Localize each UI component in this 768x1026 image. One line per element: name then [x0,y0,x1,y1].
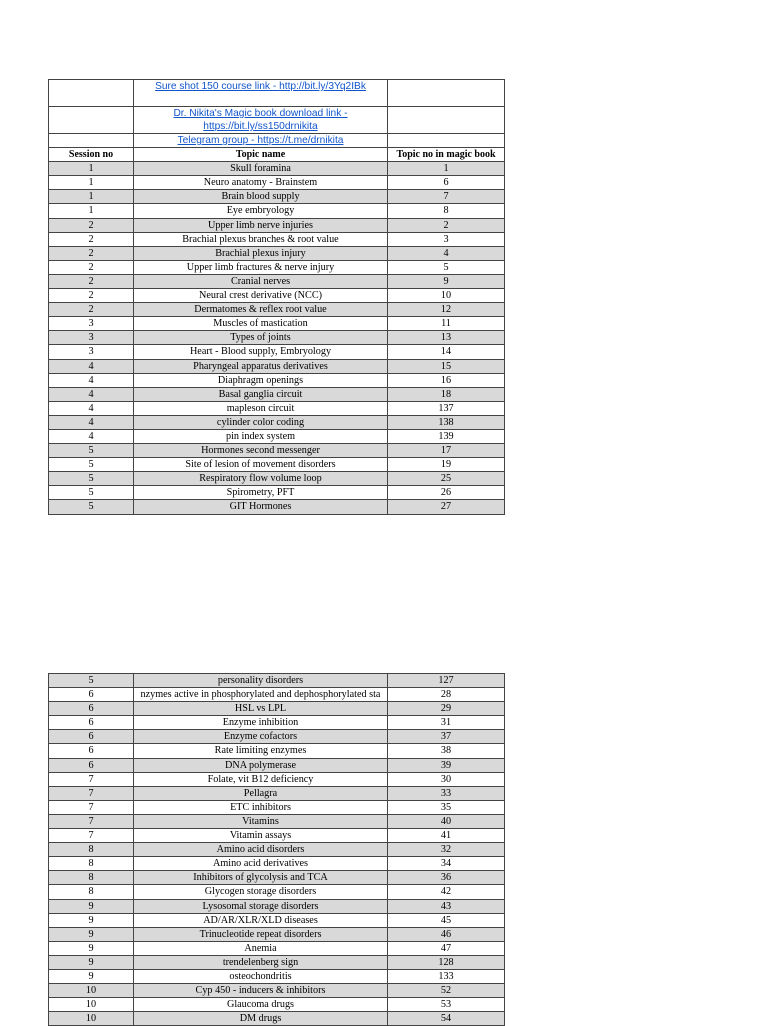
session-cell: 5 [49,674,134,688]
topic-cell: Trinucleotide repeat disorders [134,927,388,941]
topic-cell: Neuro anatomy - Brainstem [134,176,388,190]
topic-cell: Rate limiting enzymes [134,744,388,758]
topics-table-top [48,79,505,515]
table-row [49,218,505,232]
table-row [49,317,505,331]
topic-cell: Spirometry, PFT [134,486,388,500]
session-cell: 2 [49,246,134,260]
topic-no-cell: 8 [388,204,505,218]
empty-cell [49,107,134,134]
topic-cell: Glaucoma drugs [134,998,388,1012]
table-row [49,758,505,772]
table-row [49,345,505,359]
session-cell: 4 [49,401,134,415]
topic-cell: Respiratory flow volume loop [134,472,388,486]
table-row [49,373,505,387]
session-cell: 7 [49,814,134,828]
table-row [49,829,505,843]
table-row [49,500,505,514]
topic-no-cell: 9 [388,274,505,288]
topic-cell: Pellagra [134,786,388,800]
empty-cell [388,107,505,134]
session-cell: 8 [49,871,134,885]
session-cell: 9 [49,899,134,913]
table-row [49,232,505,246]
session-cell: 3 [49,345,134,359]
magic-book-link[interactable]: Dr. Nikita's Magic book download link - https://bit.ly/ss150drnikita [134,107,388,134]
topic-cell: ETC inhibitors [134,800,388,814]
topic-no-cell: 11 [388,317,505,331]
topic-cell: mapleson circuit [134,401,388,415]
table-row [49,885,505,899]
empty-cell [388,80,505,107]
table-row [49,415,505,429]
topic-no-cell: 29 [388,702,505,716]
table-row [49,772,505,786]
topic-cell: Brachial plexus injury [134,246,388,260]
table-row [49,331,505,345]
topic-cell: Anemia [134,941,388,955]
session-cell: 5 [49,472,134,486]
table-row [49,716,505,730]
topic-cell: personality disorders [134,674,388,688]
table-row [49,401,505,415]
topic-no-cell: 35 [388,800,505,814]
topic-cell: GIT Hormones [134,500,388,514]
topic-no-cell: 30 [388,772,505,786]
topic-cell: Folate, vit B12 deficiency [134,772,388,786]
topic-cell: HSL vs LPL [134,702,388,716]
header-topic: Topic name [134,148,388,162]
table-row [49,246,505,260]
topic-no-cell: 39 [388,758,505,772]
topic-no-cell: 7 [388,190,505,204]
table-row [49,274,505,288]
topic-no-cell: 138 [388,415,505,429]
table-row [49,800,505,814]
topic-cell: Amino acid disorders [134,843,388,857]
session-cell: 4 [49,359,134,373]
session-cell: 10 [49,984,134,998]
table-row [49,786,505,800]
empty-cell [49,134,134,148]
table-row [49,472,505,486]
topic-cell: Amino acid derivatives [134,857,388,871]
table-row [49,899,505,913]
topic-no-cell: 25 [388,472,505,486]
table-row [49,289,505,303]
topic-no-cell: 10 [388,289,505,303]
topic-no-cell: 53 [388,998,505,1012]
topic-no-cell: 42 [388,885,505,899]
topic-cell: Hormones second messenger [134,444,388,458]
session-cell: 2 [49,218,134,232]
session-cell: 10 [49,1012,134,1026]
topics-table-bottom [48,673,505,1026]
session-cell: 9 [49,941,134,955]
table-row [49,955,505,969]
session-cell: 9 [49,955,134,969]
topic-no-cell: 128 [388,955,505,969]
topic-no-cell: 4 [388,246,505,260]
topic-cell: cylinder color coding [134,415,388,429]
table-row [49,162,505,176]
table-row [49,744,505,758]
topic-no-cell: 133 [388,969,505,983]
topic-cell: osteochondritis [134,969,388,983]
header-topic-no: Topic no in magic book [388,148,505,162]
topic-no-cell: 14 [388,345,505,359]
topic-cell: Heart - Blood supply, Embryology [134,345,388,359]
topic-cell: Types of joints [134,331,388,345]
session-cell: 6 [49,758,134,772]
table-row [49,190,505,204]
topic-no-cell: 46 [388,927,505,941]
topic-no-cell: 19 [388,458,505,472]
topic-no-cell: 26 [388,486,505,500]
topic-no-cell: 37 [388,730,505,744]
topic-cell: Cranial nerves [134,274,388,288]
topic-no-cell: 15 [388,359,505,373]
table-row [49,429,505,443]
topic-no-cell: 52 [388,984,505,998]
topic-cell: Basal ganglia circuit [134,387,388,401]
table-row [49,444,505,458]
table-header-row [49,148,505,162]
topic-cell: pin index system [134,429,388,443]
course-link[interactable]: Sure shot 150 course link - http://bit.ly/3Yq2IBk [134,80,388,107]
topic-cell: Enzyme inhibition [134,716,388,730]
table-row [49,359,505,373]
session-cell: 7 [49,800,134,814]
session-cell: 8 [49,857,134,871]
table-row [49,260,505,274]
topic-no-cell: 28 [388,688,505,702]
session-cell: 4 [49,415,134,429]
session-cell: 2 [49,260,134,274]
table-row [49,998,505,1012]
session-cell: 5 [49,486,134,500]
session-cell: 5 [49,458,134,472]
table-row [49,730,505,744]
topic-no-cell: 38 [388,744,505,758]
topic-no-cell: 16 [388,373,505,387]
session-cell: 7 [49,772,134,786]
topic-cell: Upper limb fractures & nerve injury [134,260,388,274]
telegram-link[interactable]: Telegram group - https://t.me/drnikita [134,134,388,148]
table-row [49,814,505,828]
topic-no-cell: 41 [388,829,505,843]
course-link-row [49,80,505,107]
table-row [49,913,505,927]
session-cell: 3 [49,317,134,331]
topic-cell: Neural crest derivative (NCC) [134,289,388,303]
topic-no-cell: 1 [388,162,505,176]
session-cell: 7 [49,786,134,800]
session-cell: 1 [49,204,134,218]
session-cell: 5 [49,444,134,458]
topic-no-cell: 40 [388,814,505,828]
topic-no-cell: 32 [388,843,505,857]
session-cell: 4 [49,387,134,401]
session-cell: 4 [49,373,134,387]
topic-cell: Site of lesion of movement disorders [134,458,388,472]
topic-cell: Lysosomal storage disorders [134,899,388,913]
topic-no-cell: 45 [388,913,505,927]
session-cell: 4 [49,429,134,443]
empty-cell [49,80,134,107]
session-cell: 1 [49,176,134,190]
session-cell: 9 [49,927,134,941]
topic-no-cell: 12 [388,303,505,317]
table-row [49,702,505,716]
topic-no-cell: 18 [388,387,505,401]
table-row [49,969,505,983]
topic-cell: DNA polymerase [134,758,388,772]
table-row [49,843,505,857]
table-row [49,871,505,885]
session-cell: 1 [49,190,134,204]
topic-no-cell: 31 [388,716,505,730]
topic-cell: Vitamins [134,814,388,828]
table-row [49,458,505,472]
topic-cell: Brachial plexus branches & root value [134,232,388,246]
topic-cell: Pharyngeal apparatus derivatives [134,359,388,373]
table-row [49,941,505,955]
table-row [49,674,505,688]
table-row [49,387,505,401]
session-cell: 6 [49,688,134,702]
magic-book-link-row [49,107,505,134]
topic-no-cell: 127 [388,674,505,688]
session-cell: 1 [49,162,134,176]
telegram-link-row [49,134,505,148]
topic-cell: Upper limb nerve injuries [134,218,388,232]
session-cell: 3 [49,331,134,345]
topic-cell: Cyp 450 - inducers & inhibitors [134,984,388,998]
topic-no-cell: 137 [388,401,505,415]
topic-no-cell: 43 [388,899,505,913]
topic-no-cell: 139 [388,429,505,443]
table-row [49,303,505,317]
table-row [49,857,505,871]
topic-cell: Skull foramina [134,162,388,176]
topic-no-cell: 47 [388,941,505,955]
topic-no-cell: 54 [388,1012,505,1026]
topic-cell: Dermatomes & reflex root value [134,303,388,317]
topic-cell: Enzyme cofactors [134,730,388,744]
session-cell: 2 [49,303,134,317]
topic-no-cell: 6 [388,176,505,190]
session-cell: 6 [49,730,134,744]
topic-cell: Brain blood supply [134,190,388,204]
session-cell: 7 [49,829,134,843]
topic-no-cell: 33 [388,786,505,800]
topic-cell: DM drugs [134,1012,388,1026]
topic-cell: Muscles of mastication [134,317,388,331]
session-cell: 5 [49,500,134,514]
topic-no-cell: 36 [388,871,505,885]
topic-no-cell: 13 [388,331,505,345]
topic-cell: Eye embryology [134,204,388,218]
table-row [49,486,505,500]
topic-cell: Vitamin assays [134,829,388,843]
topic-no-cell: 17 [388,444,505,458]
session-cell: 6 [49,744,134,758]
topic-cell: Inhibitors of glycolysis and TCA [134,871,388,885]
session-cell: 2 [49,232,134,246]
topic-no-cell: 2 [388,218,505,232]
table-row [49,927,505,941]
session-cell: 6 [49,716,134,730]
session-cell: 2 [49,274,134,288]
session-cell: 9 [49,913,134,927]
topic-no-cell: 5 [388,260,505,274]
session-cell: 10 [49,998,134,1012]
table-row [49,204,505,218]
topic-cell: trendelenberg sign [134,955,388,969]
empty-cell [388,134,505,148]
table-row [49,176,505,190]
session-cell: 8 [49,885,134,899]
session-cell: 6 [49,702,134,716]
topic-no-cell: 3 [388,232,505,246]
topic-cell: nzymes active in phosphorylated and dephosphorylated sta [134,688,388,702]
topic-no-cell: 34 [388,857,505,871]
topic-cell: AD/AR/XLR/XLD diseases [134,913,388,927]
topic-cell: Glycogen storage disorders [134,885,388,899]
table-row [49,984,505,998]
table-row [49,688,505,702]
topic-cell: Diaphragm openings [134,373,388,387]
session-cell: 9 [49,969,134,983]
session-cell: 8 [49,843,134,857]
header-session: Session no [49,148,134,162]
session-cell: 2 [49,289,134,303]
topic-no-cell: 27 [388,500,505,514]
